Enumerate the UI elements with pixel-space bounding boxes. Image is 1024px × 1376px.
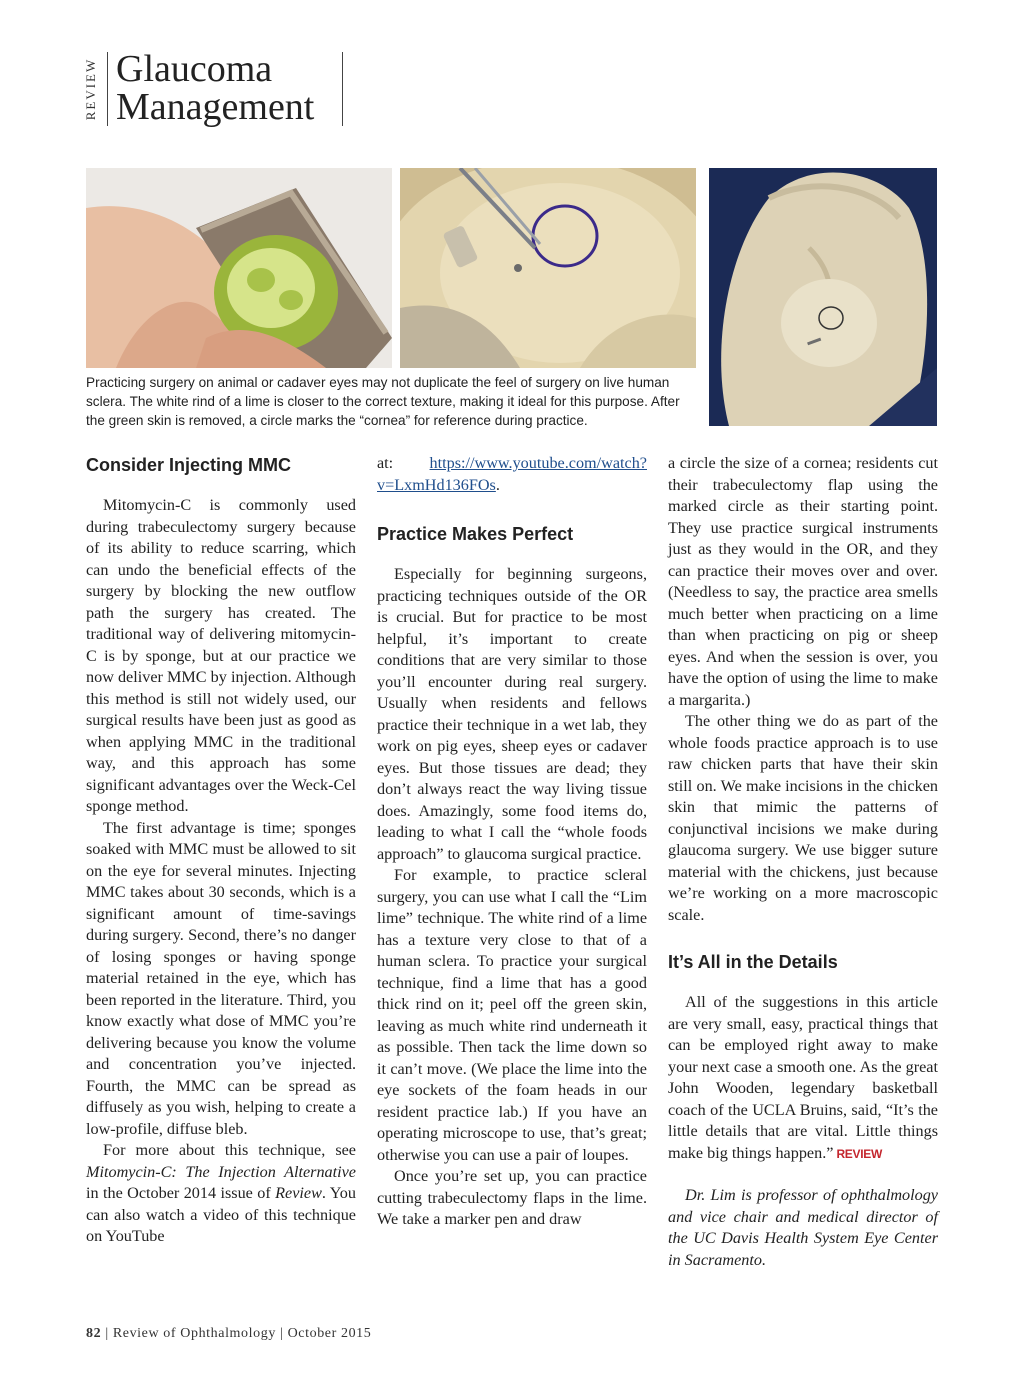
journal-title: Review of Ophthalmology (112, 1326, 276, 1341)
paragraph: Especially for beginning surgeons, practicing techniques outside of the OR is crucial. But for practice to be most helpful, it’s important to create conditions that are very similar to those you’ll encounter during real surgery. Usually when residents and fellows practice their technique in a wet lab, they work on pig eyes, sheep eyes or cadaver eyes. But those tissues are dead; they don’t always react the way living tissue does. Amazingly, some food items do, leading to what I call the “whole foods approach” to glaucoma surgical practice. (377, 565, 647, 863)
footer-separator: | (280, 1326, 288, 1341)
photo-peeling-lime (86, 168, 392, 368)
foam-head-image (709, 168, 937, 426)
youtube-link[interactable]: https://www.youtube.com/watch?v=LxmHd136FOs (377, 454, 647, 494)
paragraph (86, 1140, 356, 1248)
text-run: in the October 2014 issue of (86, 1184, 276, 1202)
heading-practice-makes-perfect: Practice Makes Perfect (377, 524, 574, 544)
text-run: For more about this technique, see (103, 1141, 356, 1159)
article-reference-title: Mitomycin-C: The Injection Alternative (86, 1162, 356, 1181)
photo-foam-head (709, 168, 937, 426)
footer-separator: | (105, 1326, 113, 1341)
end-of-article-mark: REVIEW (836, 1146, 882, 1161)
article-column-2 (377, 453, 647, 1231)
text-run: All of the suggestions in this article are very small, easy, practical things that can be employed right away to make your next case a smooth one. As the great John Wooden, legendary basketball coach of the UCLA Bruins, said, “It’s the little details that are vital. Little things make big things happen.” (668, 993, 938, 1162)
marked-lime-image (400, 168, 696, 368)
text-run: . You can also watch a video of this technique on YouTube (86, 1184, 356, 1245)
text-run: at: (377, 454, 430, 472)
journal-name: Review (275, 1184, 322, 1202)
heading-consider-injecting-mmc: Consider Injecting MMC (86, 455, 292, 475)
paragraph (668, 992, 938, 1165)
section-title-line2: Management (116, 86, 315, 128)
page-footer (86, 1326, 371, 1342)
paragraph: Mitomycin-C is commonly used during trabeculectomy surgery because of its ability to reduce scarring, which can undo the beneficial effects of the surgery by blocking the new outflow path the surgery has created. The traditional way of delivering mitomycin-C is by sponge, but at our practice we now deliver MMC by injection. Although this method is still not widely used, our surgical results have been just as good as when applying MMC in the traditional way, and this approach has some significant advantages over the Weck-Cel sponge method. (86, 496, 356, 815)
section-title (116, 50, 314, 126)
paragraph: The other thing we do as part of the whole foods practice approach is to use raw chicken parts that have their skin still on. We make incisions in the chicken skin that mimic the patterns of conjunctival incisions we make during glaucoma surgery. We use bigger suture material with the chickens, just because we’re working on a more macroscopic scale. (668, 712, 938, 924)
section-tag (80, 50, 102, 128)
section-tag-label: REVIEW (83, 57, 98, 121)
section-title-line1: Glaucoma (116, 48, 273, 90)
header-divider-right (342, 52, 343, 126)
author-bio: Dr. Lim is professor of ophthalmology and vice chair and medical director of the UC Davis Health System Eye Center in Sacramento. (668, 1186, 938, 1269)
paragraph-continued: a circle the size of a cornea; residents cut their trabeculectomy flap using the marked circle as their starting point. They use practice surgical instruments just as they would in the OR, and they can practice their moves over and over. (Needless to say, the practice area smells much better when practicing on a lime than when practicing on pig or sheep eyes. And when the session is over, you have the option of using the lime to make a margarita.) (668, 454, 938, 709)
article-column-3 (668, 453, 938, 1271)
paragraph: The first advantage is time; sponges soaked with MMC must be allowed to sit on the eye for several minutes. Injecting MMC takes about 30 seconds, which is a significant amount of time-savings during surgery. Second, there’s no danger of losing sponges or having sponge material retained in the eye, which has been reported in the literature. Third, you know exactly what dose of MMC you’re delivering because you know the volume and concentration you’ve injected. Fourth, the MMC can be spread as diffusely as you wish, helping to create a low-profile, diffuse bleb. (86, 818, 356, 1138)
photo-marked-lime (400, 168, 696, 368)
figure-caption: Practicing surgery on animal or cadaver eyes may not duplicate the feel of surgery on live human sclera. The white rind of a lime is closer to the correct texture, making it ideal for this purpose. After the green skin is removed, a circle marks the “cornea” for reference during practice. (86, 375, 680, 428)
text-run: . (495, 475, 500, 494)
peeling-lime-image (86, 168, 392, 368)
paragraph-continued (377, 453, 647, 496)
header-divider-left (107, 52, 108, 126)
paragraph: For example, to practice scleral surgery, you can use what I call the “Lim lime” technique. The white rind of a lime has a texture very close to that of a human sclera. To practice your surgical technique, find a lime that has a good thick rind on it; peel off the green skin, leaving as much white rind underneath it as possible. Then tack the lime down so it can’t move. (We place the lime into the eye sockets of the foam heads in our resident practice lab.) If you have an operating microscope to use, that’s great; otherwise you can use a pair of loupes. (377, 866, 647, 1164)
page-number: 82 (86, 1326, 102, 1341)
issue-date: October 2015 (287, 1326, 372, 1341)
article-column-1 (86, 453, 356, 1248)
heading-all-in-the-details: It’s All in the Details (668, 952, 838, 972)
paragraph: Once you’re set up, you can practice cutting trabeculectomy flaps in the lime. We take a marker pen and draw (377, 1167, 647, 1228)
